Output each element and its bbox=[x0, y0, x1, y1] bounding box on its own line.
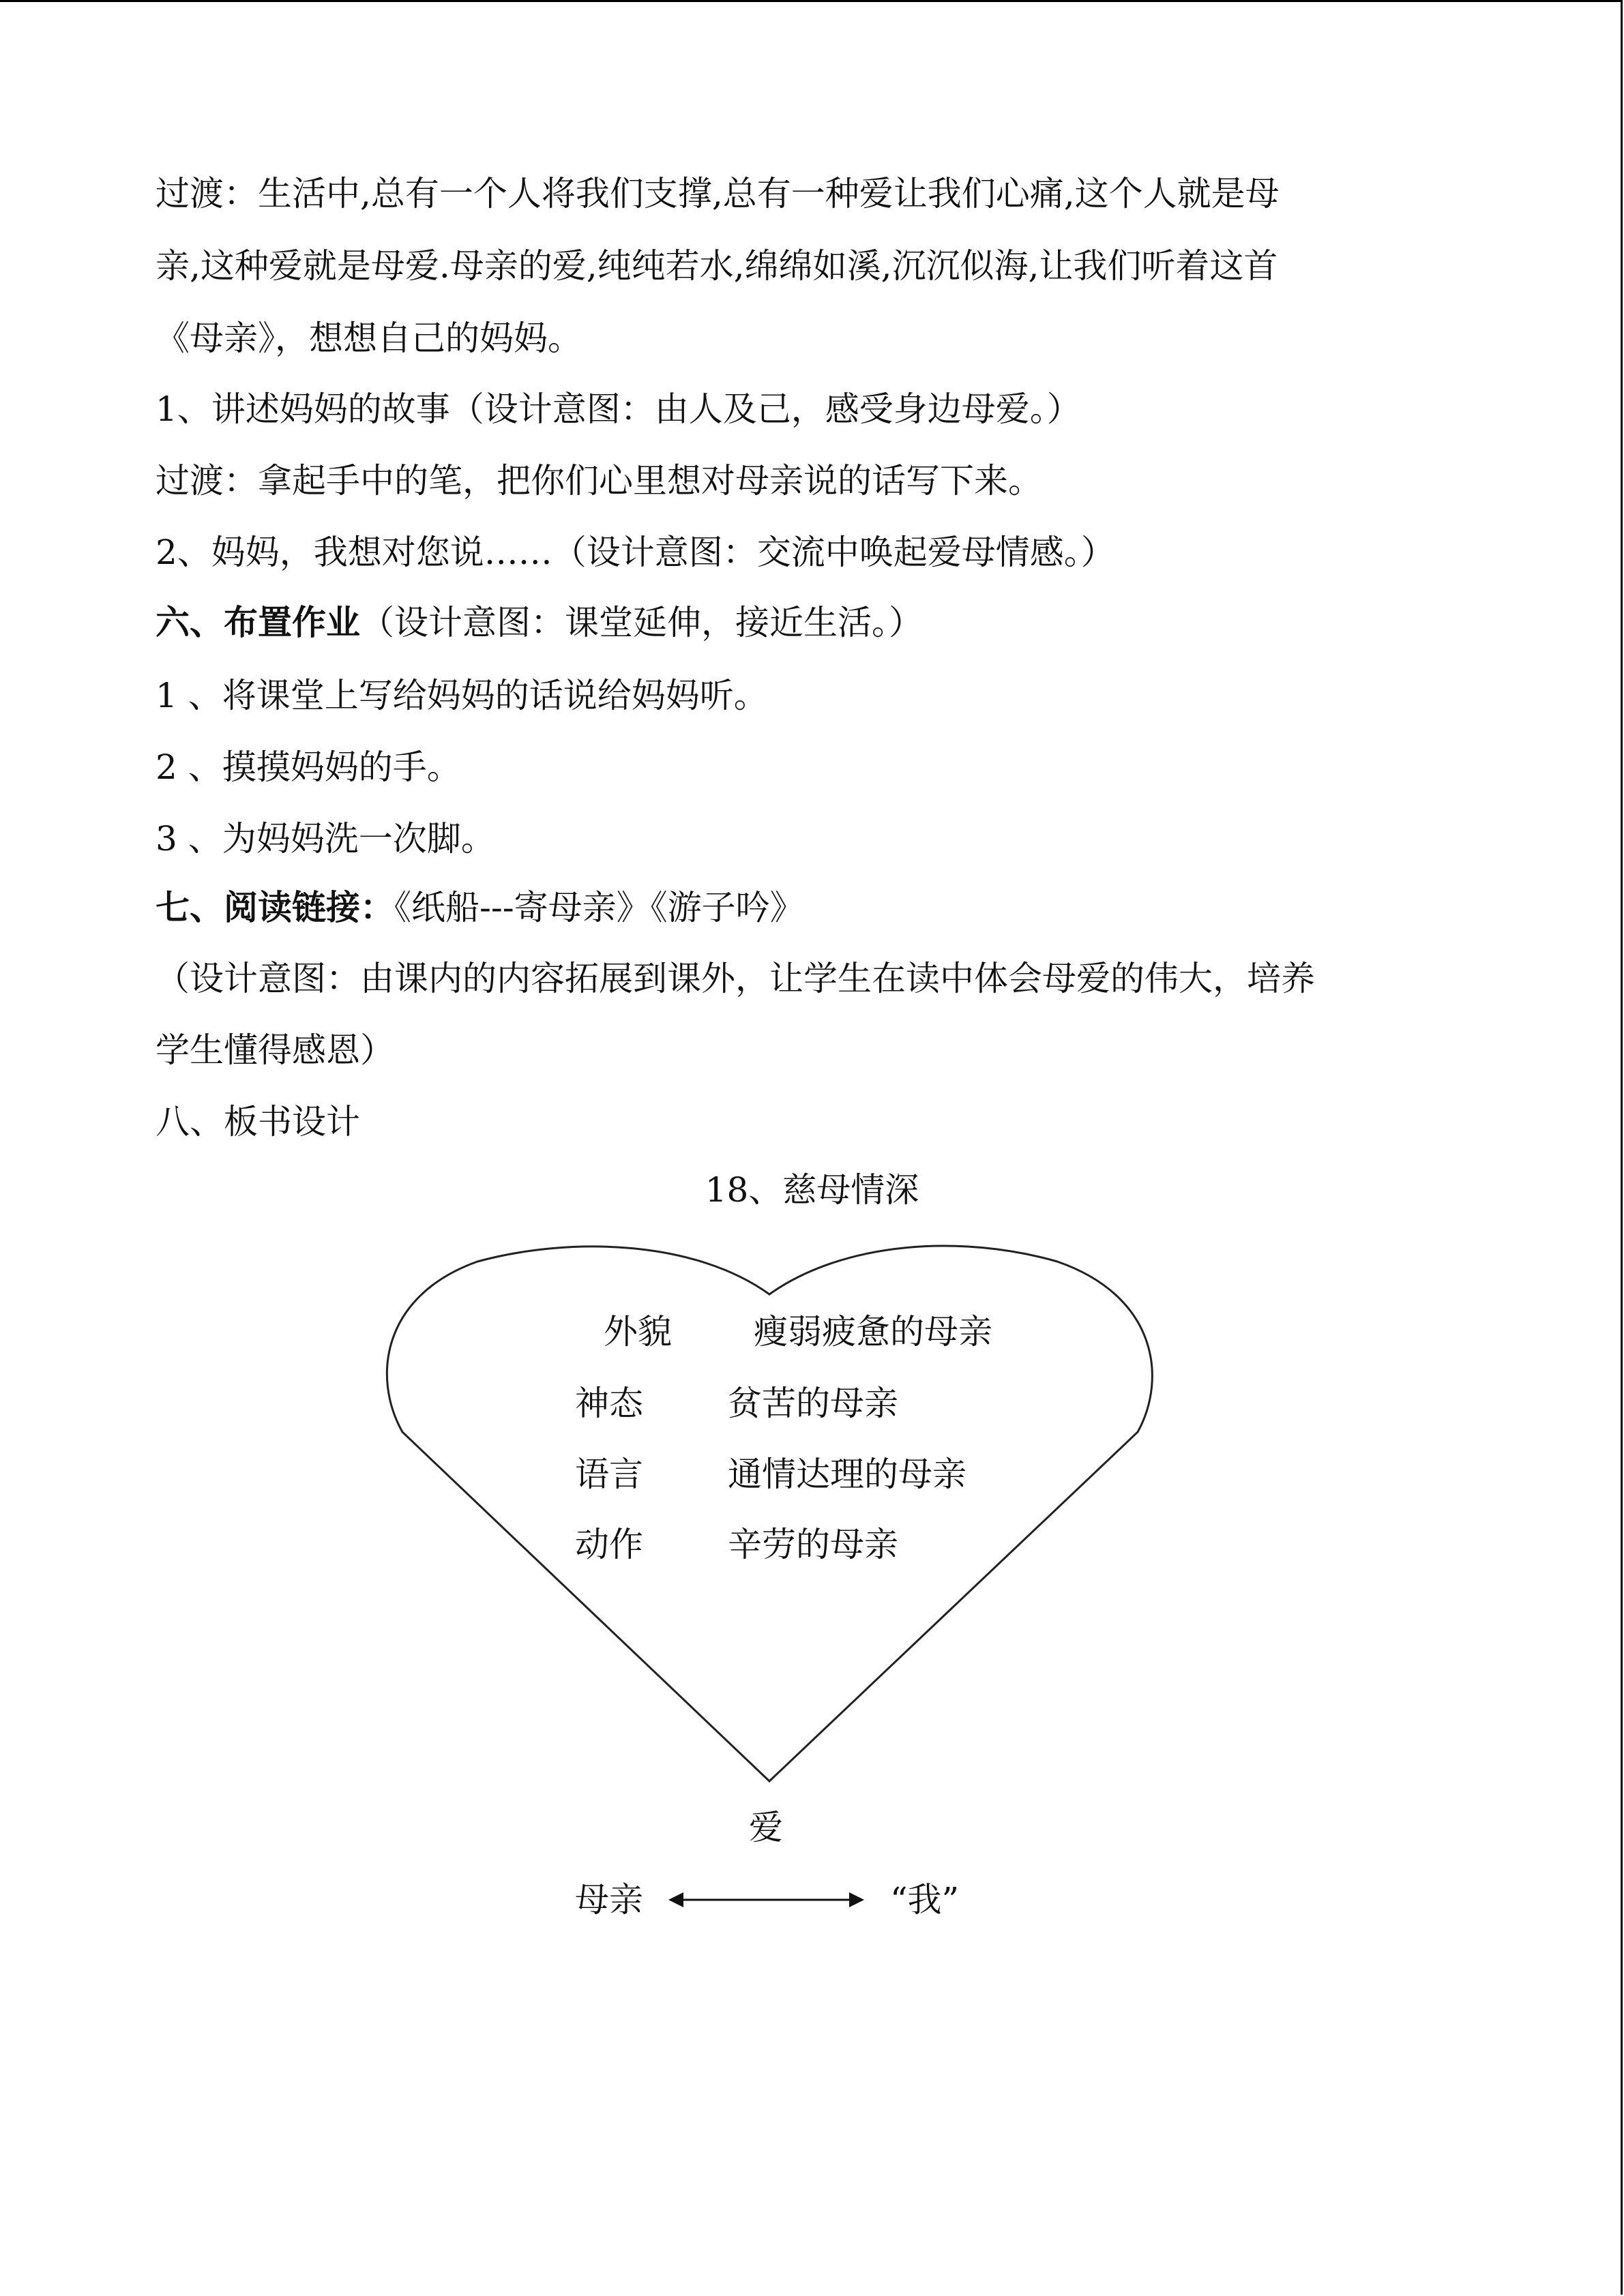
trait-desc: 通情达理的母亲 bbox=[728, 1455, 966, 1494]
paragraph-line: 过渡：生活中,总有一个人将我们支撑,总有一种爱让我们心痛,这个人就是母 bbox=[156, 174, 1280, 213]
paragraph-line: 过渡：拿起手中的笔，把你们心里想对母亲说的话写下来。 bbox=[156, 461, 1042, 501]
trait-label: 外貌 bbox=[604, 1312, 672, 1352]
section-note: （设计意图：课堂延伸，接近生活。） bbox=[360, 603, 923, 642]
section-heading: 八、板书设计 bbox=[156, 1102, 360, 1142]
paragraph-line: 亲,这种爱就是母爱.母亲的爱,纯纯若水,绵绵如溪,沉沉似海,让我们听着这首 bbox=[156, 246, 1278, 286]
trait-label: 动作 bbox=[575, 1525, 643, 1564]
trait-label: 神态 bbox=[575, 1384, 643, 1423]
board-title: 18、慈母情深 bbox=[705, 1170, 919, 1210]
list-item: 3 、为妈妈洗一次脚。 bbox=[156, 819, 495, 859]
mother-label: 母亲 bbox=[575, 1880, 643, 1920]
paragraph-line: （设计意图：由课内的内容拓展到课外，让学生在读中体会母爱的伟大，培养 bbox=[156, 959, 1315, 998]
section-heading: 六、布置作业 bbox=[156, 602, 360, 642]
arrow-head-left bbox=[668, 1892, 683, 1907]
trait-desc: 贫苦的母亲 bbox=[728, 1384, 898, 1423]
section-heading: 七、阅读链接： bbox=[156, 887, 394, 927]
list-item: 2、妈妈，我想对您说……（设计意图：交流中唤起爱母情感。） bbox=[156, 533, 1115, 572]
paragraph-line: 《母亲》，想想自己的妈妈。 bbox=[156, 318, 582, 358]
reading-links: 《纸船---寄母亲》《游子吟》 bbox=[394, 888, 804, 927]
trait-desc: 辛劳的母亲 bbox=[728, 1525, 898, 1564]
trait-desc: 瘦弱疲惫的母亲 bbox=[754, 1312, 992, 1352]
trait-label: 语言 bbox=[575, 1455, 643, 1494]
list-item: 2 、摸摸妈妈的手。 bbox=[156, 747, 461, 787]
paragraph-line: 学生懂得感恩） bbox=[156, 1030, 394, 1070]
arrow-head-right bbox=[849, 1892, 864, 1907]
list-item: 1 、将课堂上写给妈妈的话说给妈妈听。 bbox=[156, 676, 768, 715]
list-item: 1、讲述妈妈的故事（设计意图：由人及己，感受身边母爱。） bbox=[156, 389, 1081, 429]
love-label: 爱 bbox=[749, 1808, 783, 1847]
me-label: “我” bbox=[890, 1880, 960, 1920]
